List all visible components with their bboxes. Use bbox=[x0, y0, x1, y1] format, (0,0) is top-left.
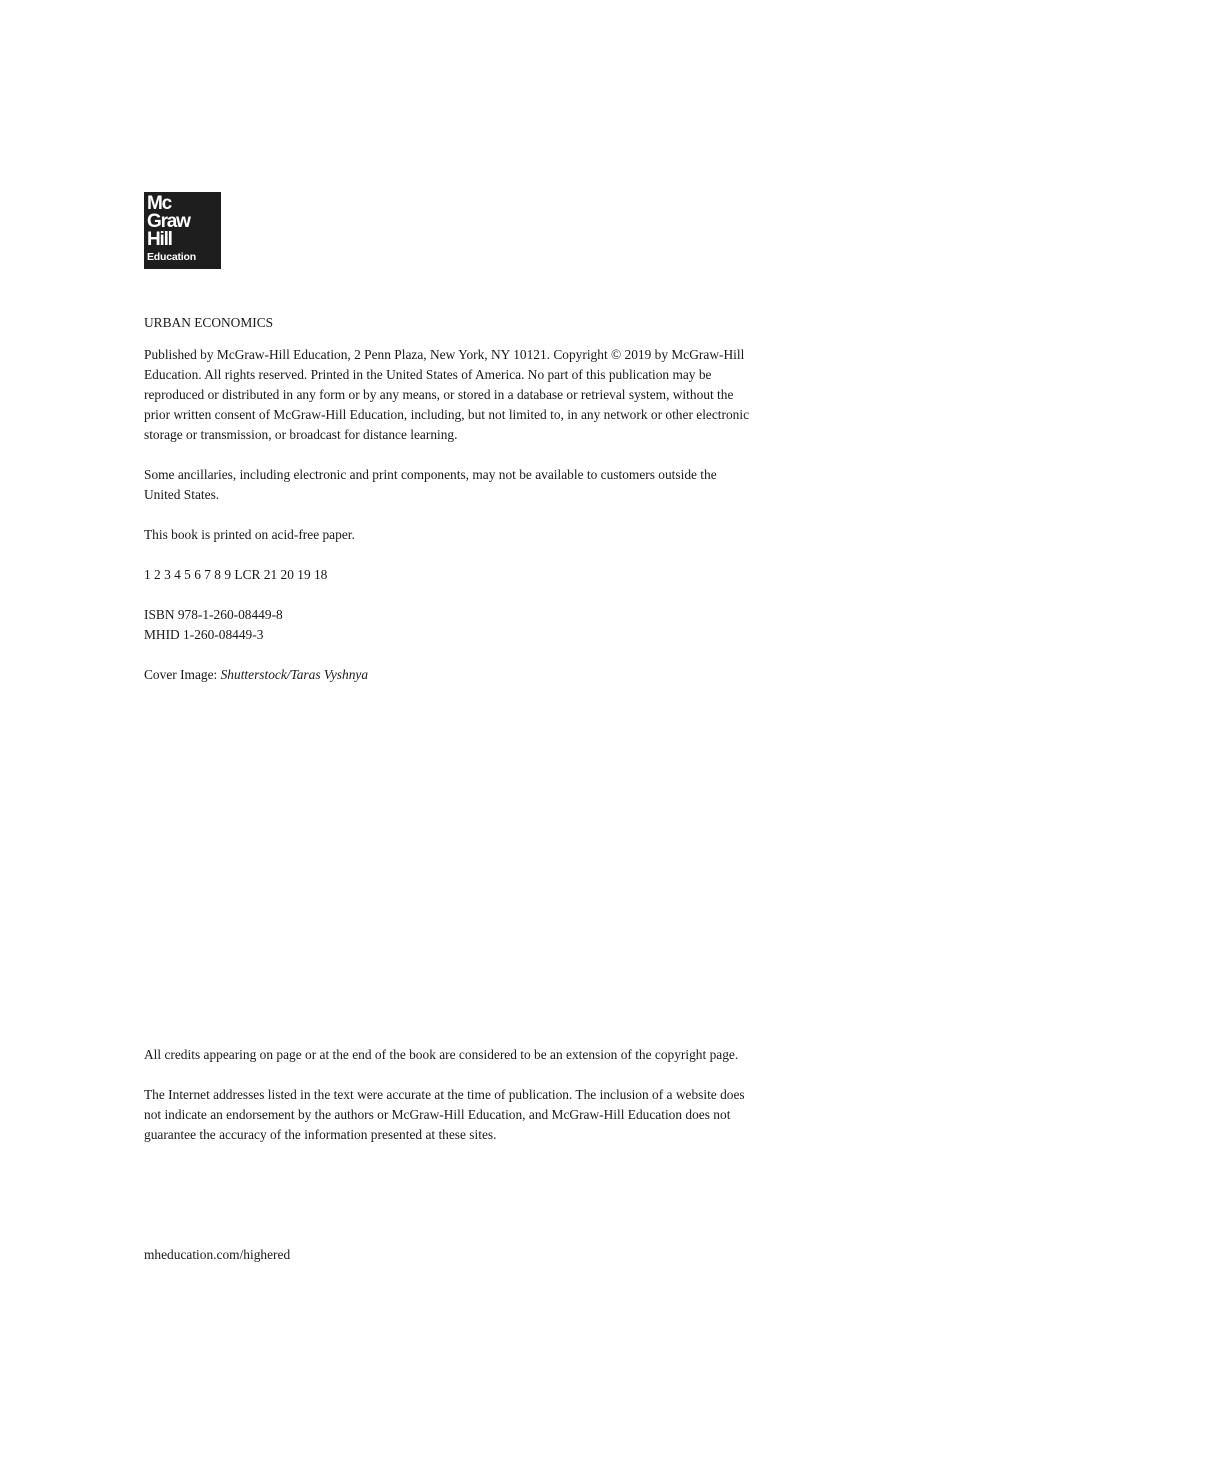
cover-image-label: Cover Image: bbox=[144, 667, 221, 682]
publisher-line: Published by McGraw-Hill Education, 2 Penn Plaza, New York, NY 10121. Copyright © 2019 by McGraw-Hill bbox=[144, 347, 745, 362]
cover-image-source: Shutterstock/Taras Vyshnya bbox=[220, 667, 369, 682]
isbn: ISBN 978-1-260-08449-8 bbox=[144, 607, 283, 622]
logo-line-education: Education bbox=[147, 251, 196, 263]
logo-line-hill: Hill bbox=[147, 229, 172, 250]
publisher-line: storage or transmission, or broadcast for distance learning. bbox=[144, 427, 458, 442]
ancillaries-note bbox=[144, 465, 866, 505]
internet-line: The Internet addresses listed in the text were accurate at the time of publication. The inclusion of a website does bbox=[144, 1087, 745, 1102]
website-url: mheducation.com/highered bbox=[144, 1247, 291, 1262]
publisher-line: prior written consent of McGraw-Hill Education, including, but not limited to, in any network or other electronic bbox=[144, 407, 750, 422]
cover-image-credit bbox=[144, 665, 866, 685]
internet-disclaimer bbox=[144, 1085, 866, 1145]
internet-line: guarantee the accuracy of the information presented at these sites. bbox=[144, 1127, 497, 1142]
publisher-statement bbox=[144, 345, 866, 445]
logo-line-mc: Mc bbox=[147, 193, 171, 214]
book-identifiers bbox=[144, 605, 866, 645]
ancillaries-line: Some ancillaries, including electronic and print components, may not be available to customers outside the bbox=[144, 467, 717, 482]
credits-note: All credits appearing on page or at the end of the book are considered to be an extension of the copyright page. bbox=[144, 1047, 739, 1062]
ancillaries-line: United States. bbox=[144, 487, 220, 502]
printing-line: 1 2 3 4 5 6 7 8 9 LCR 21 20 19 18 bbox=[144, 567, 328, 582]
acid-free-paper-note: This book is printed on acid-free paper. bbox=[144, 527, 355, 542]
mcgraw-hill-education-logo bbox=[144, 192, 221, 269]
logo-line-graw: Graw bbox=[147, 211, 190, 232]
publisher-line: reproduced or distributed in any form or by any means, or stored in a database or retrieval system, without the bbox=[144, 387, 734, 402]
mhid: MHID 1-260-08449-3 bbox=[144, 627, 264, 642]
internet-line: not indicate an endorsement by the authors or McGraw-Hill Education, and McGraw-Hill Education does not bbox=[144, 1107, 731, 1122]
publisher-line: Education. All rights reserved. Printed in the United States of America. No part of this publication may be bbox=[144, 367, 712, 382]
book-title: URBAN ECONOMICS bbox=[144, 315, 274, 330]
